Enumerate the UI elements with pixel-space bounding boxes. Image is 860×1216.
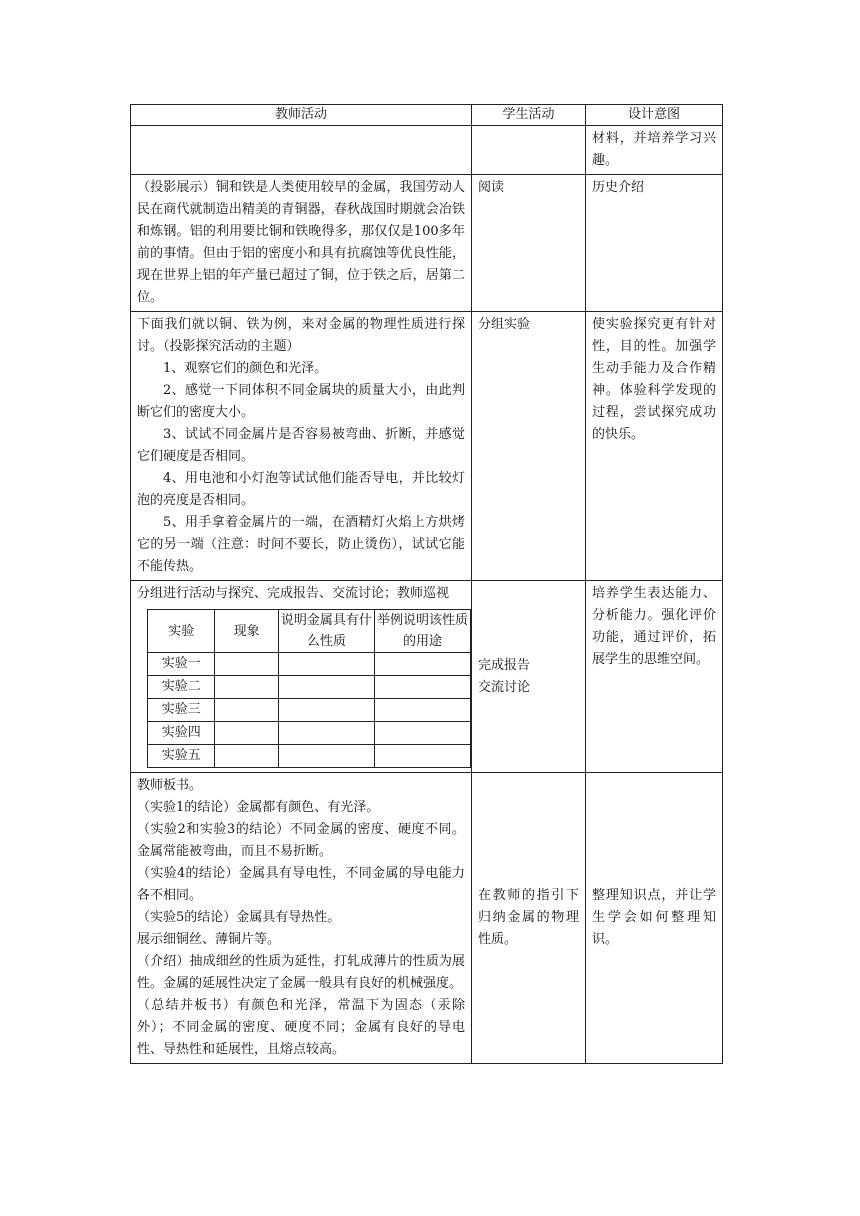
header-teacher-activity: 教师活动 — [131, 105, 472, 126]
table-row — [148, 699, 471, 722]
report-header-property: 说明金属具有什么性质 — [278, 610, 374, 653]
report-header-usage: 举例说明该性质的用途 — [374, 610, 470, 653]
report-header-experiment: 实验 — [148, 610, 215, 653]
report-header-phenomenon: 现象 — [215, 610, 278, 653]
table-row — [131, 175, 723, 312]
report-cell — [374, 722, 470, 745]
row5-line-8: （总结并板书）有颜色和光泽，常温下为固态（汞除外）；不同金属的密度、硬度不同；金属有良好的导电性、导热性和延展性，且熔点较高。 — [137, 998, 465, 1057]
report-row-label: 实验四 — [148, 722, 215, 745]
report-cell — [215, 745, 278, 768]
report-cell — [374, 653, 470, 676]
row5-teacher — [131, 773, 472, 1064]
header-student-activity: 学生活动 — [472, 105, 586, 126]
row2-student: 阅读 — [472, 175, 586, 312]
row3-item-3: 3、试试不同金属片是否容易被弯曲、折断，并感觉它们硬度是否相同。 — [137, 427, 465, 464]
row5-line-7: （介绍）抽成细丝的性质为延性，打轧成薄片的性质为展性。金属的延展性决定了金属一般具有良好的机械强度。 — [137, 954, 465, 991]
row3-design: 使实验探究更有针对性，目的性。加强学生动手能力及合作精神。体验科学发现的过程，尝试探究成功的快乐。 — [586, 312, 723, 581]
row4-teacher — [131, 581, 472, 773]
row1-student — [472, 126, 586, 175]
table-row — [131, 312, 723, 581]
report-cell — [278, 699, 374, 722]
row1-design: 材料，并培养学习兴趣。 — [586, 126, 723, 175]
table-row — [131, 126, 723, 175]
lesson-plan-table — [130, 104, 723, 1064]
row3-item-4: 4、用电池和小灯泡等试试他们能否导电，并比较灯泡的亮度是否相同。 — [137, 471, 465, 508]
row4-student — [472, 581, 586, 773]
report-cell — [278, 653, 374, 676]
header-design-intent: 设计意图 — [586, 105, 723, 126]
lesson-plan-page — [130, 104, 722, 1064]
row2-design: 历史介绍 — [586, 175, 723, 312]
report-row-label: 实验五 — [148, 745, 215, 768]
report-header-row — [148, 610, 471, 653]
row5-line-2: （实验1的结论）金属都有颜色、有光泽。 — [137, 800, 380, 815]
report-cell — [215, 676, 278, 699]
report-cell — [278, 676, 374, 699]
row5-design: 整理知识点，并让学生学会如何整理知识。 — [586, 773, 723, 1064]
row4-student-line1: 完成报告 — [478, 657, 531, 673]
table-row — [148, 653, 471, 676]
row4-intro: 分组进行活动与探究、完成报告、交流讨论；教师巡视 — [137, 586, 450, 601]
row5-line-4: （实验4的结论）金属具有导电性，不同金属的导电能力各不相同。 — [137, 866, 465, 903]
row2-teacher: （投影展示）铜和铁是人类使用较早的金属，我国劳动人民在商代就制造出精美的青铜器，春秋战国时期就会冶铁和炼钢。铝的利用要比铜和铁晚得多，那仅仅是100多年前的事情。但由于铝的密度小和具有抗腐蚀等优良性能，现在世界上铝的年产量已超过了铜，位于铁之后，居第二位。 — [131, 175, 472, 312]
report-cell — [374, 745, 470, 768]
row3-student: 分组实验 — [472, 312, 586, 581]
report-table — [147, 609, 471, 768]
report-row-label: 实验二 — [148, 676, 215, 699]
table-row — [131, 581, 723, 773]
table-row — [148, 722, 471, 745]
row5-line-6: 展示细铜丝、薄铜片等。 — [137, 932, 281, 947]
report-cell — [278, 722, 374, 745]
row3-item-1: 1、观察它们的颜色和光泽。 — [163, 361, 328, 376]
table-row — [131, 773, 723, 1064]
report-cell — [215, 653, 278, 676]
row4-design: 培养学生表达能力、分析能力。强化评价功能，通过评价，拓展学生的思维空间。 — [586, 581, 723, 773]
table-row — [148, 745, 471, 768]
row5-line-5: （实验5的结论）金属具有导热性。 — [137, 910, 341, 925]
row4-student-line2: 交流讨论 — [478, 679, 531, 695]
header-row — [131, 105, 723, 126]
row3-item-5: 5、用手拿着金属片的一端，在酒精灯火焰上方烘烤它的另一端（注意：时间不要长，防止烫伤），试试它能不能传热。 — [137, 515, 465, 574]
report-cell — [215, 722, 278, 745]
row3-intro: 下面我们就以铜、铁为例，来对金属的物理性质进行探讨。（投影探究活动的主题） — [137, 317, 465, 354]
report-row-label: 实验三 — [148, 699, 215, 722]
row1-teacher — [131, 126, 472, 175]
report-cell — [278, 745, 374, 768]
row5-student: 在教师的指引下归纳金属的物理性质。 — [472, 773, 586, 1064]
report-cell — [374, 676, 470, 699]
row5-line-3: （实验2和实验3的结论）不同金属的密度、硬度不同。金属常能被弯曲，而且不易折断。 — [137, 822, 465, 859]
row5-line-1: 教师板书。 — [137, 778, 203, 793]
report-row-label: 实验一 — [148, 653, 215, 676]
row3-item-2: 2、感觉一下同体积不同金属块的质量大小，由此判断它们的密度大小。 — [137, 383, 465, 420]
table-row — [148, 676, 471, 699]
row3-teacher — [131, 312, 472, 581]
report-cell — [215, 699, 278, 722]
report-cell — [374, 699, 470, 722]
